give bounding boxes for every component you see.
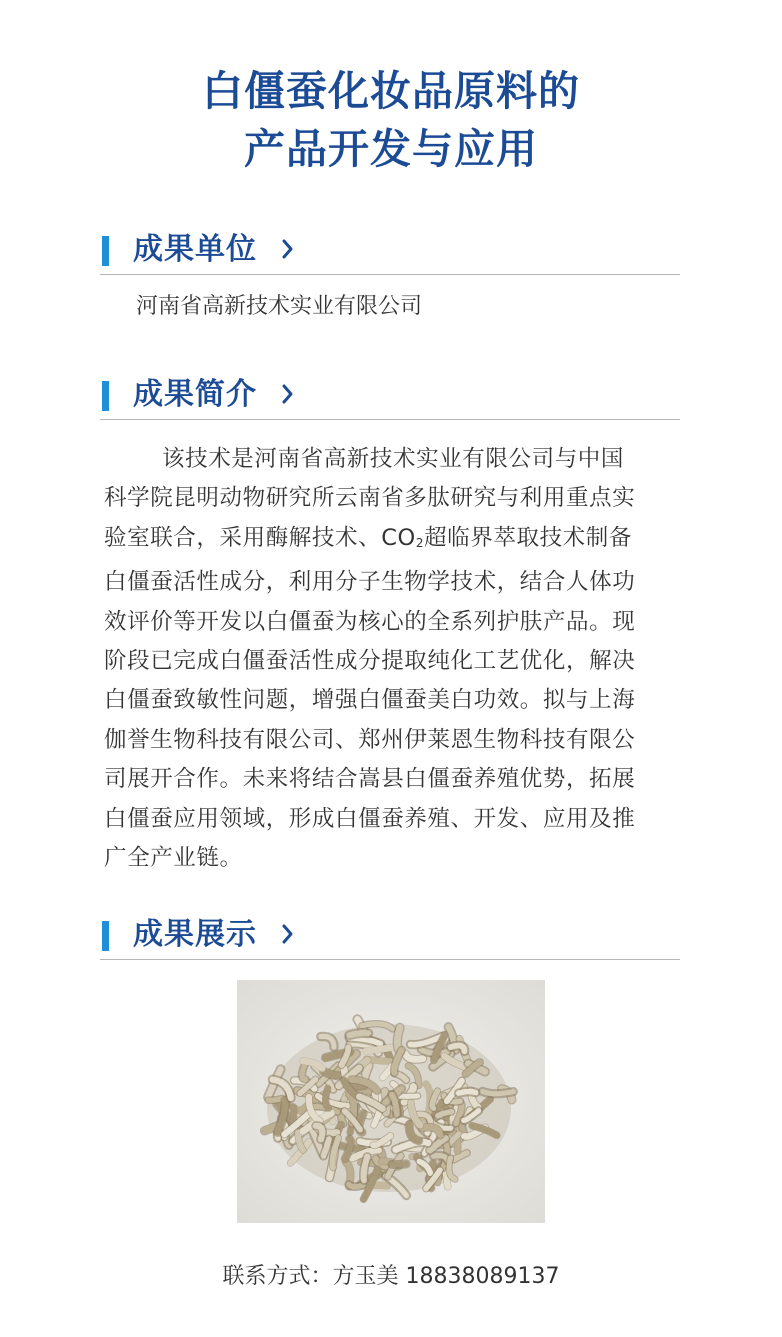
section-accent-bar (102, 236, 109, 266)
intro-line: 科学院昆明动物研究所云南省多肽研究与利用重点实 (104, 485, 636, 512)
title-line-2: 产品开发与应用 (244, 125, 538, 173)
intro-text-segment: 超临界萃取技术制备 (424, 524, 632, 551)
section-header-intro (100, 374, 680, 420)
silkworm (326, 1088, 329, 1108)
intro-line: 广全产业链。 (104, 845, 243, 872)
intro-paragraph (104, 440, 680, 878)
silkworm (349, 1184, 363, 1186)
section-heading-display: 成果展示 (133, 917, 257, 952)
title-line-1: 白僵蚕化妆品原料的 (202, 67, 580, 115)
subscript-2: 2 (415, 535, 425, 550)
chevron-right-icon (276, 382, 300, 406)
silkworm (349, 1033, 368, 1035)
silkworm-pile-image (237, 980, 545, 1223)
section-header-display (100, 914, 680, 960)
contact-info: 联系方式：方玉美 18838089137 (222, 1264, 560, 1289)
chevron-right-icon (276, 922, 300, 946)
unit-name: 河南省高新技术实业有限公司 (136, 294, 423, 319)
intro-line: 白僵蚕应用领域，形成白僵蚕养殖、开发、应用及推 (104, 805, 636, 832)
intro-text-segment: 验室联合，采用酶解技术、CO (104, 524, 416, 551)
section-heading-intro: 成果简介 (133, 377, 257, 412)
section-accent-bar (102, 921, 109, 951)
intro-line: 阶段已完成白僵蚕活性成分提取纯化工艺优化，解决 (104, 648, 636, 675)
page-title (0, 62, 782, 178)
product-photo (237, 980, 545, 1223)
intro-line: 白僵蚕致敏性问题，增强白僵蚕美白功效。拟与上海 (104, 687, 636, 714)
intro-line: 伽誉生物科技有限公司、郑州伊莱恩生物科技有限公 (104, 726, 636, 753)
silkworm (366, 1046, 397, 1051)
intro-line: 司展开合作。未来将结合嵩县白僵蚕养殖优势，拓展 (104, 766, 636, 793)
silkworm (459, 1091, 476, 1093)
intro-line: 该技术是河南省高新技术实业有限公司与中国 (162, 446, 625, 472)
silkworm (483, 1091, 514, 1093)
silkworm (268, 1099, 282, 1101)
section-heading-unit: 成果单位 (133, 232, 257, 267)
chevron-right-icon (276, 237, 300, 261)
intro-line: 白僵蚕活性成分，利用分子生物学技术，结合人体功 (104, 569, 636, 596)
intro-line (104, 519, 680, 563)
intro-line: 效评价等开发以白僵蚕为核心的全系列护肤产品。现 (104, 608, 636, 635)
section-header-unit (100, 229, 680, 275)
silkworm (392, 1164, 406, 1165)
section-accent-bar (102, 381, 109, 411)
